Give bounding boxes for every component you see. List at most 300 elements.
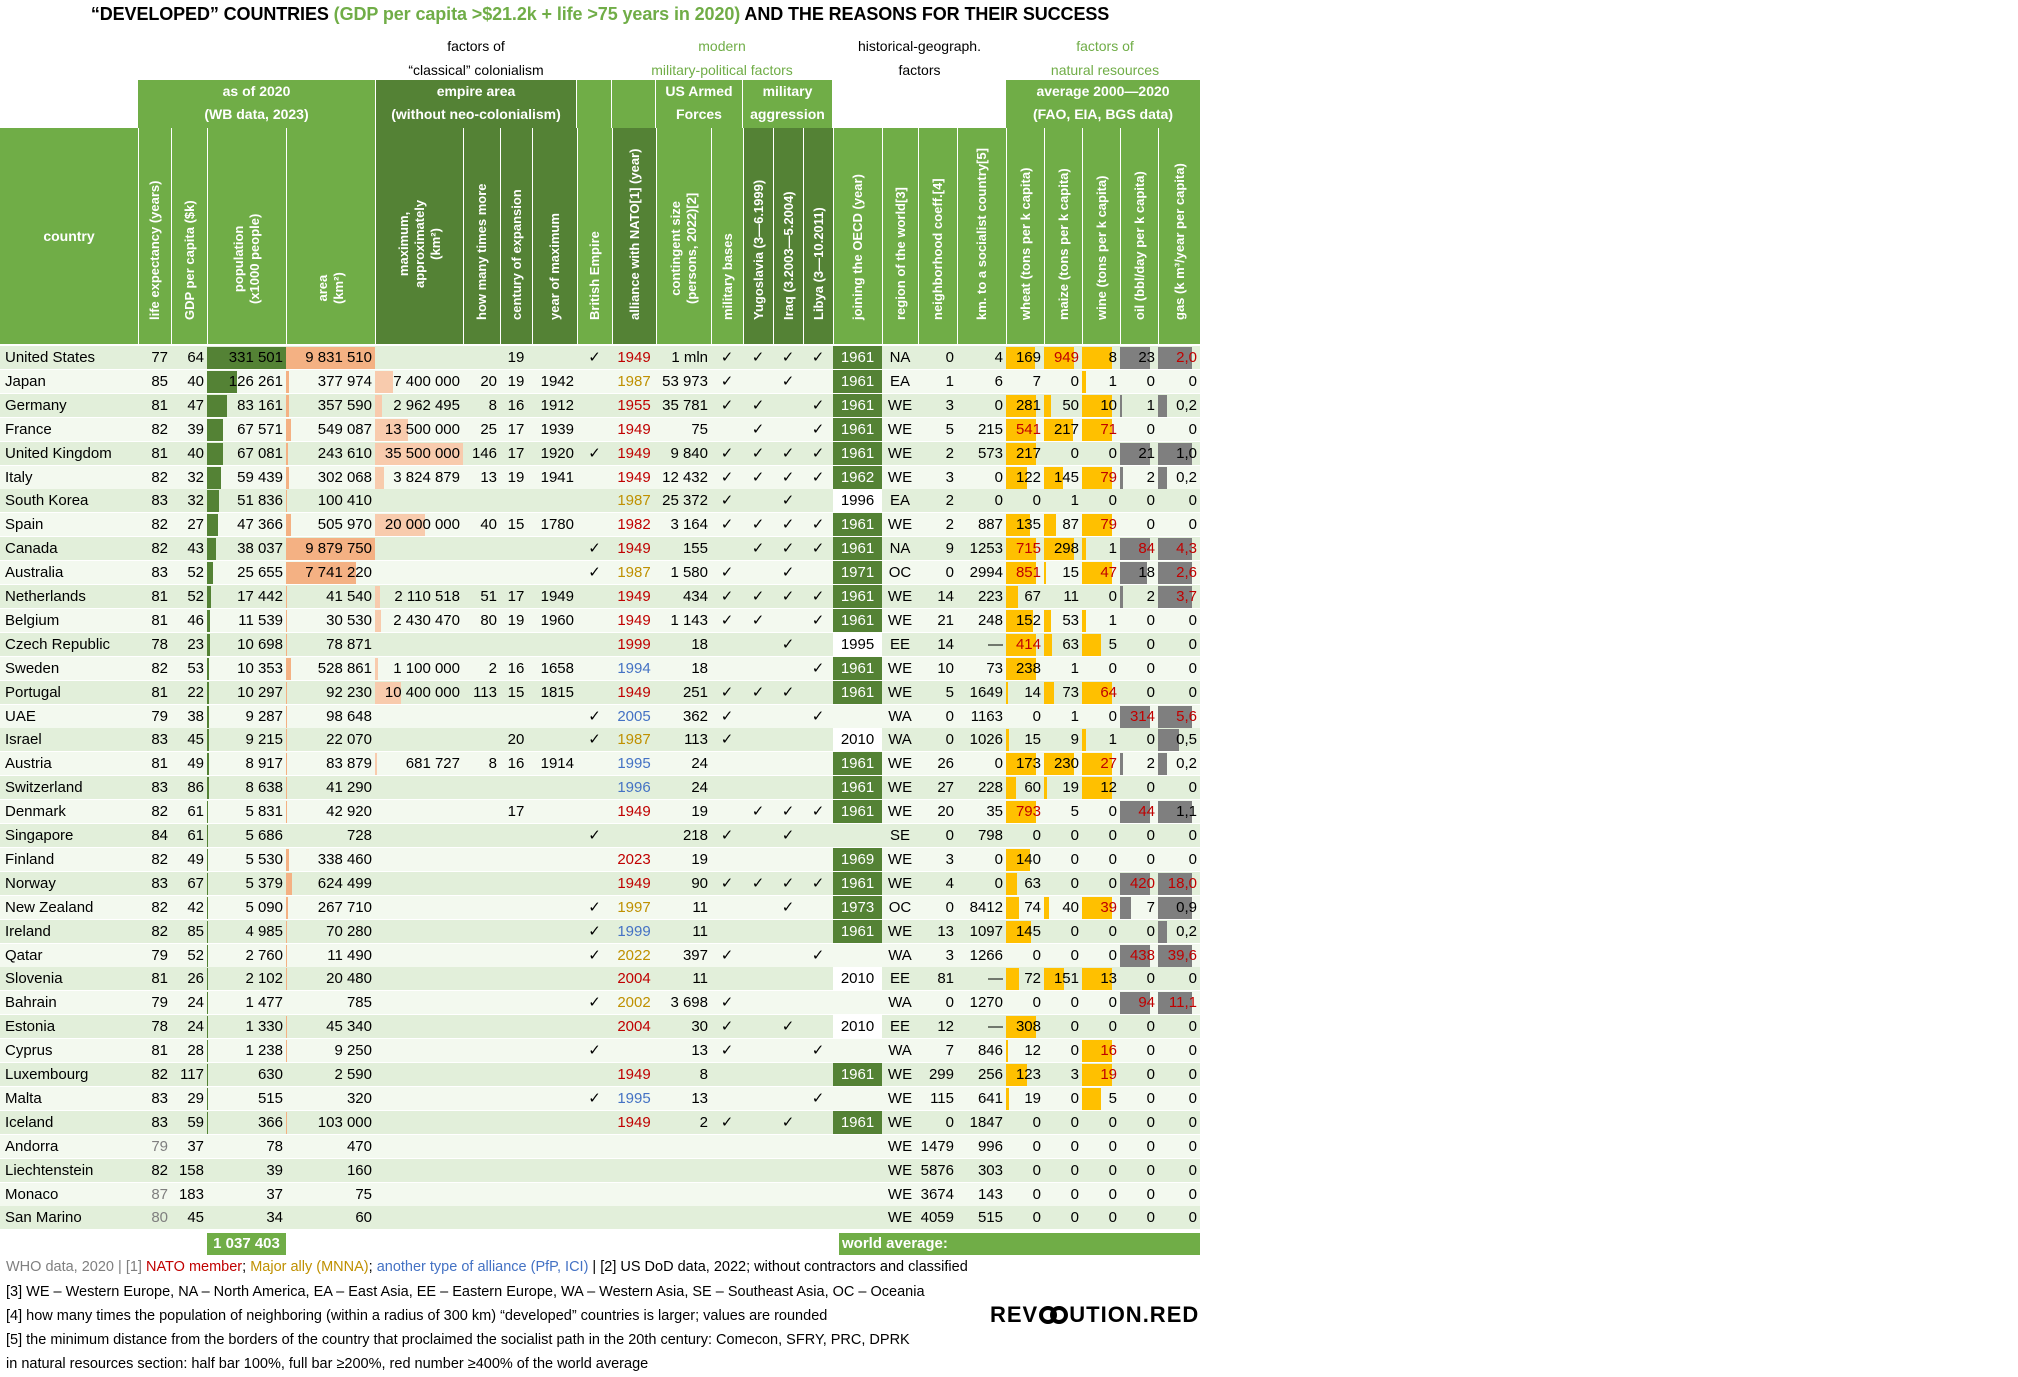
cell-country (0, 442, 138, 465)
cell-value: ✓ (588, 349, 601, 366)
cell-value: EA (889, 492, 910, 510)
cell-gas (1158, 1159, 1200, 1182)
cell-emp-century (500, 681, 532, 704)
table-row (0, 513, 1200, 537)
cell-wine (1082, 848, 1120, 871)
cell-value: 40 (187, 444, 204, 462)
footnote-1 (6, 1257, 968, 1277)
cell-area (286, 657, 375, 680)
cell-value: 51 836 (237, 492, 283, 510)
cell-country (0, 537, 138, 560)
cell-value: 7 400 000 (393, 372, 460, 390)
cell-value: Slovenia (5, 970, 63, 988)
cell-value: 0 (945, 1113, 954, 1131)
cell-region (882, 657, 918, 680)
cell-value: ✓ (781, 874, 795, 892)
cell-pop (207, 561, 286, 584)
cell-value: ✓ (720, 396, 734, 414)
cell-iraq (773, 489, 803, 512)
footnote-5: [5] the minimum distance from the borders of the country that proclaimed the socialist path in the 20th century: Comecon, SFRY, PRC, DPRK (6, 1332, 910, 1348)
cell-nato (612, 967, 656, 990)
cell-wine (1082, 967, 1120, 990)
cell-emp-max (375, 1111, 463, 1134)
cell-value: WE (887, 1137, 913, 1155)
cell-socdist (957, 872, 1006, 895)
cell-value: 9 287 (245, 707, 283, 725)
cell-pop (207, 920, 286, 943)
cell-gas (1158, 681, 1200, 704)
group-modern-military: modern military-political factors (651, 38, 793, 78)
value-bar (1120, 897, 1131, 919)
cell-emp-times (463, 1183, 500, 1206)
cell-value: 0 (1108, 994, 1117, 1012)
cell-value: Japan (5, 372, 46, 390)
cell-value: Australia (5, 564, 64, 582)
cell-contingent (656, 346, 711, 369)
cell-area (286, 824, 375, 847)
cell-value: 1987 (617, 564, 651, 582)
cell-socdist (957, 991, 1006, 1014)
cell-emp-year (532, 920, 577, 943)
cell-gas (1158, 609, 1200, 632)
cell-area (286, 705, 375, 728)
value-bar (207, 945, 208, 967)
cell-value: 19 (507, 372, 525, 390)
cell-value: 1961 (840, 803, 875, 821)
cell-nato (612, 1087, 656, 1110)
cell-pop (207, 896, 286, 919)
cell-british (577, 513, 612, 536)
cell-gdp (171, 537, 207, 560)
cell-value: 16 (507, 396, 525, 414)
cell-contingent (656, 537, 711, 560)
cell-neigh (918, 370, 957, 393)
cell-value: 47 (1100, 564, 1117, 582)
cell-value: 45 (187, 1209, 204, 1227)
cell-british (577, 1206, 612, 1229)
cell-contingent (656, 1135, 711, 1158)
cell-value: 2004 (617, 1018, 651, 1036)
cell-socdist (957, 633, 1006, 656)
cell-british (577, 489, 612, 512)
table-row (0, 681, 1200, 705)
cell-neigh (918, 705, 957, 728)
cell-oil (1120, 1111, 1158, 1134)
cell-wheat (1006, 848, 1044, 871)
cell-iraq (773, 776, 803, 799)
cell-yug (743, 800, 773, 823)
cell-oil (1120, 346, 1158, 369)
cell-british (577, 728, 612, 751)
cell-emp-year (532, 657, 577, 680)
table-row (0, 466, 1200, 490)
column-header-label: year of maximum (547, 213, 562, 320)
cell-value: 13 (691, 1089, 708, 1107)
cell-value: 215 (977, 420, 1003, 438)
cell-yug (743, 1087, 773, 1110)
cell-value: 715 (1015, 540, 1041, 558)
cell-maize (1044, 418, 1082, 441)
cell-value: ✓ (751, 874, 765, 892)
cell-value: 75 (355, 1185, 372, 1203)
cell-value: 1479 (920, 1137, 954, 1155)
subheader-us-armed-forces: US Armed Forces (656, 80, 742, 128)
cell-iraq (773, 609, 803, 632)
cell-bases (711, 1039, 743, 1062)
table-row (0, 489, 1200, 513)
cell-yug (743, 1111, 773, 1134)
cell-emp-century (500, 537, 532, 560)
cell-value: 7 (1146, 898, 1155, 916)
cell-yug (743, 1015, 773, 1038)
cell-value: Canada (5, 540, 58, 558)
cell-contingent (656, 1111, 711, 1134)
cell-value: 5 686 (245, 827, 283, 844)
cell-value: 9 840 (670, 444, 708, 462)
column-header-label: British Empire (587, 231, 602, 320)
cell-value: 1961 (840, 396, 875, 414)
cell-life (138, 609, 171, 632)
cell-value: ✓ (720, 611, 734, 629)
cell-emp-year (532, 1015, 577, 1038)
value-bar (375, 753, 377, 775)
cell-value: San Marino (5, 1209, 82, 1227)
cell-value: 64 (187, 349, 204, 366)
world-average-row (839, 1233, 2018, 1255)
cell-gas (1158, 752, 1200, 775)
cell-value: 0 (1146, 635, 1155, 653)
cell-value: 505 970 (317, 516, 372, 534)
table-row (0, 1135, 1200, 1159)
cell-iraq (773, 370, 803, 393)
cell-wheat (1006, 967, 1044, 990)
cell-gdp (171, 896, 207, 919)
cell-libya (803, 776, 833, 799)
cell-gdp (171, 920, 207, 943)
value-bar (207, 658, 209, 680)
cell-area (286, 561, 375, 584)
cell-value: 49 (187, 850, 204, 868)
cell-gdp (171, 1015, 207, 1038)
cell-gas (1158, 537, 1200, 560)
cell-neigh (918, 1087, 957, 1110)
cell-value: ✓ (588, 707, 601, 725)
column-header-area (286, 128, 375, 344)
cell-value: 0 (1070, 1018, 1079, 1036)
cell-value: 2010 (840, 970, 875, 988)
cell-value: 1969 (840, 850, 875, 868)
cell-value: 60 (355, 1209, 372, 1227)
cell-value: 81 (151, 588, 168, 605)
cell-value: 81 (151, 1042, 168, 1060)
cell-oil (1120, 394, 1158, 417)
cell-neigh (918, 418, 957, 441)
cell-value: 1949 (617, 803, 651, 821)
cell-value: 1961 (840, 779, 875, 797)
column-header-label: life expectancy (years) (147, 180, 162, 320)
cell-maize (1044, 1039, 1082, 1062)
cell-maize (1044, 920, 1082, 943)
cell-value: ✓ (811, 468, 825, 486)
cell-value: 2 (945, 516, 954, 534)
cell-emp-max (375, 633, 463, 656)
cell-value: ✓ (811, 516, 825, 534)
cell-value: 1961 (840, 1066, 875, 1083)
cell-socdist (957, 1039, 1006, 1062)
cell-value: 24 (187, 994, 204, 1012)
cell-gas (1158, 561, 1200, 584)
cell-contingent (656, 944, 711, 967)
cell-value: ✓ (720, 1018, 734, 1036)
cell-iraq (773, 1159, 803, 1182)
cell-value: 0 (1188, 1113, 1197, 1131)
value-bar (207, 825, 208, 847)
cell-emp-max (375, 1063, 463, 1086)
cell-value: ✓ (811, 588, 825, 605)
column-header-yug (743, 128, 773, 344)
cell-value: 362 (682, 707, 708, 725)
cell-value: 158 (178, 1161, 204, 1179)
cell-value: 19 (507, 468, 525, 486)
table-row (0, 824, 1200, 848)
cell-value: 82 (151, 1161, 168, 1179)
cell-value: Sweden (5, 659, 60, 677)
cell-value: 397 (682, 946, 708, 964)
cell-value: 85 (151, 372, 168, 390)
cell-value: 9 215 (245, 731, 283, 749)
cell-gdp (171, 657, 207, 680)
cell-neigh (918, 609, 957, 632)
cell-wheat (1006, 944, 1044, 967)
value-bar (207, 753, 209, 775)
table-row (0, 657, 1200, 681)
cell-value: WE (887, 588, 913, 605)
cell-british (577, 991, 612, 1014)
cell-emp-times (463, 1039, 500, 1062)
cell-value: 6 (994, 372, 1003, 390)
cell-gas (1158, 920, 1200, 943)
cell-socdist (957, 848, 1006, 871)
cell-life (138, 705, 171, 728)
world-average-label: world average: (842, 1235, 948, 1252)
cell-region (882, 1015, 918, 1038)
cell-socdist (957, 824, 1006, 847)
cell-british (577, 1063, 612, 1086)
cell-value: United Kingdom (5, 444, 112, 462)
cell-emp-year (532, 896, 577, 919)
cell-pop (207, 370, 286, 393)
column-header-label: population (x1000 people) (231, 213, 262, 304)
cell-value: 5 530 (245, 850, 283, 868)
cell-gas (1158, 991, 1200, 1014)
cell-value: 8412 (969, 898, 1003, 916)
cell-socdist (957, 944, 1006, 967)
cell-maize (1044, 657, 1082, 680)
cell-value: ✓ (781, 683, 795, 701)
cell-value: 82 (151, 659, 168, 677)
cell-neigh (918, 944, 957, 967)
cell-socdist (957, 370, 1006, 393)
cell-value: 298 (1053, 540, 1079, 558)
cell-oil (1120, 585, 1158, 608)
cell-nato (612, 1159, 656, 1182)
value-bar (207, 419, 223, 441)
cell-british (577, 872, 612, 895)
cell-value: 1996 (840, 492, 875, 510)
cell-value: 10 297 (237, 683, 283, 701)
cell-region (882, 466, 918, 489)
cell-value: New Zealand (5, 898, 94, 916)
cell-value: 27 (187, 516, 204, 534)
cell-value: 40 (480, 516, 497, 534)
cell-british (577, 442, 612, 465)
cell-region (882, 1111, 918, 1134)
cell-region (882, 705, 918, 728)
cell-value: Italy (5, 468, 33, 486)
cell-value: 183 (178, 1185, 204, 1203)
cell-value: 82 (151, 922, 168, 940)
cell-value: 0 (1188, 372, 1197, 390)
cell-value: WE (887, 444, 913, 462)
cell-value: 0 (1108, 803, 1117, 821)
cell-country (0, 346, 138, 369)
cell-iraq (773, 418, 803, 441)
cell-value: 470 (346, 1137, 372, 1155)
cell-value: ✓ (811, 874, 825, 892)
cell-value: 2 (1146, 755, 1155, 773)
cell-value: NA (889, 349, 911, 366)
cell-emp-max (375, 537, 463, 560)
cell-neigh (918, 442, 957, 465)
cell-emp-max (375, 705, 463, 728)
cell-iraq (773, 1063, 803, 1086)
cell-area (286, 800, 375, 823)
cell-value: Malta (5, 1089, 42, 1107)
cell-wheat (1006, 537, 1044, 560)
cell-value: 0 (945, 827, 954, 844)
cell-value: 1961 (840, 659, 875, 677)
title-part3: AND THE REASONS FOR THEIR SUCCESS (740, 4, 1110, 24)
cell-gdp (171, 776, 207, 799)
footnote-sep: ; (242, 1259, 251, 1275)
cell-yug (743, 752, 773, 775)
cell-emp-times (463, 1206, 500, 1229)
cell-bases (711, 561, 743, 584)
value-bar (375, 586, 380, 608)
cell-gas (1158, 513, 1200, 536)
cell-value: 681 727 (405, 755, 460, 773)
cell-value: WE (887, 468, 913, 486)
value-bar (1158, 753, 1167, 775)
cell-bases (711, 1159, 743, 1182)
cell-bases (711, 609, 743, 632)
cell-value: 42 (187, 898, 204, 916)
cell-oil (1120, 1015, 1158, 1038)
cell-gdp (171, 1111, 207, 1134)
cell-value: WE (887, 779, 913, 797)
cell-nato (612, 466, 656, 489)
cell-emp-year (532, 681, 577, 704)
cell-value: ✓ (811, 707, 825, 725)
cell-value: 12 (1024, 1042, 1041, 1060)
value-bar (207, 706, 209, 728)
cell-country (0, 1111, 138, 1134)
cell-yug (743, 728, 773, 751)
cell-life (138, 776, 171, 799)
cell-emp-year (532, 1135, 577, 1158)
cell-oecd (833, 513, 882, 536)
cell-value: 0 (1146, 731, 1155, 749)
cell-value: ✓ (751, 516, 765, 534)
cell-iraq (773, 585, 803, 608)
cell-contingent (656, 394, 711, 417)
cell-contingent (656, 370, 711, 393)
cell-value: 0 (1146, 1185, 1155, 1203)
cell-value: 434 (682, 588, 708, 605)
cell-value: 414 (1015, 635, 1041, 653)
cell-value: WE (887, 922, 913, 940)
cell-maize (1044, 872, 1082, 895)
value-bar (286, 443, 288, 465)
cell-yug (743, 944, 773, 967)
cell-value: WA (888, 1042, 912, 1060)
cell-maize (1044, 370, 1082, 393)
cell-area (286, 1183, 375, 1206)
cell-value: ✓ (781, 1018, 795, 1036)
cell-emp-year (532, 1063, 577, 1086)
cell-value: 0 (1146, 1161, 1155, 1179)
cell-oecd (833, 609, 882, 632)
value-bar (1120, 395, 1122, 417)
cell-area (286, 370, 375, 393)
cell-value: Monaco (5, 1185, 59, 1203)
cell-value: 4 985 (245, 922, 283, 940)
cell-contingent (656, 561, 711, 584)
cell-maize (1044, 967, 1082, 990)
cell-value: 1253 (969, 540, 1003, 558)
cell-gdp (171, 705, 207, 728)
cell-value: 81 (151, 755, 168, 773)
cell-emp-times (463, 752, 500, 775)
cell-area (286, 346, 375, 369)
cell-wine (1082, 1015, 1120, 1038)
cell-pop (207, 1159, 286, 1182)
cell-maize (1044, 1015, 1082, 1038)
cell-country (0, 394, 138, 417)
cell-bases (711, 489, 743, 512)
cell-value: ✓ (588, 444, 601, 462)
cell-value: 1 (1070, 492, 1079, 510)
column-header-label: area (km²) (315, 272, 346, 304)
cell-neigh (918, 346, 957, 369)
cell-value: 0 (994, 468, 1003, 486)
cell-oecd (833, 561, 882, 584)
cell-pop (207, 1183, 286, 1206)
cell-value: 1999 (617, 635, 651, 653)
table-row (0, 991, 1200, 1015)
footnote-natural: in natural resources section: half bar 100%, full bar ≥200%, red number ≥400% of the world average (6, 1356, 649, 1372)
cell-value: ✓ (720, 827, 734, 844)
cell-country (0, 920, 138, 943)
cell-yug (743, 370, 773, 393)
cell-neigh (918, 752, 957, 775)
cell-neigh (918, 394, 957, 417)
cell-nato (612, 561, 656, 584)
cell-value: 0 (1146, 827, 1155, 844)
cell-nato (612, 418, 656, 441)
cell-value: 0 (1070, 1137, 1079, 1155)
cell-socdist (957, 657, 1006, 680)
